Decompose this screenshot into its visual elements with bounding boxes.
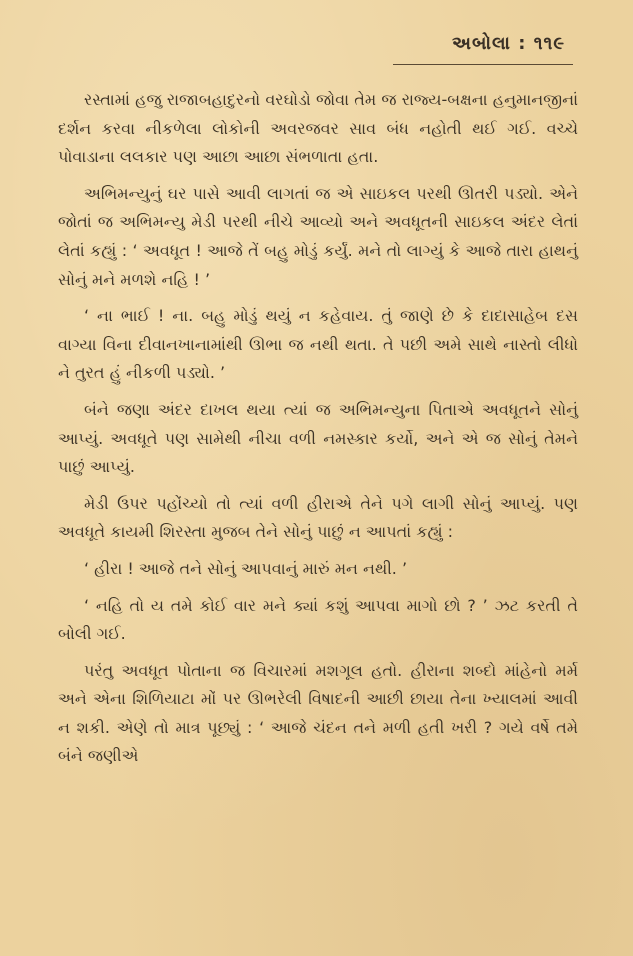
- paragraph-6: ‘ હીરા ! આજે તને સોનું આપવાનું મારું મન નથી. ’: [84, 558, 408, 578]
- body-text: [58, 86, 578, 779]
- header-rule: [393, 64, 573, 65]
- paragraph-5: મેડી ઉપર પહોંચ્યો તો ત્યાં વળી હીરાએ તેને પગે લાગી સોનું આપ્યું. પણ અવધૂતે કાયમી શિરસ્તા મુજબ તેને સોનું પાછું ન આપતાં કહ્યું :: [58, 493, 578, 542]
- paragraph-2: અભિમન્યુનું ઘર પાસે આવી લાગતાં જ એ સાઇકલ પરથી ઊતરી પડ્યો. એને જોતાં જ અભિમન્યુ મેડી પરથી નીચે આવ્યો અને અવધૂતની સાઇકલ અંદર લેતાં લેતાં કહ્યું : ‘ અવધૂત ! આજે તેં બહુ મોડું કર્યું. મને તો લાગ્યું કે આજે તારા હાથનું સોનું મને મળશે નહિ ! ’: [58, 183, 578, 289]
- paragraph-4: બંને જણા અંદર દાખલ થયા ત્યાં જ અભિમન્યુના પિતાએ અવધૂતને સોનું આપ્યું. અવધૂતે પણ સામેથી નીચા વળી નમસ્કાર કર્યો, અને એ જ સોનું તેમને પાછું આપ્યું.: [58, 399, 578, 477]
- paragraph-8: પરંતુ અવધૂત પોતાના જ વિચારમાં મશગૂલ હતો. હીરાના શબ્દો માંહેનો મર્મ અને એના શિળિયાટા મોં પર ઊભરેલી વિષાદની આછી છાયા તેના ખ્યાલમાં આવી ન શકી. એણે તો માત્ર પૂછ્યું : ‘ આજે ચંદન તને મળી હતી ખરી ? ગયે વર્ષે તમે બંને જણીએ: [58, 660, 578, 766]
- paragraph-7: ‘ નહિ તો ય તમે કોઈ વાર મને ક્યાં કશું આપવા માગો છો ? ’ ઝટ કરતી તે બોલી ગઈ.: [58, 595, 578, 644]
- paragraph-1: રસ્તામાં હજુ રાજાબહાદુરનો વરઘોડો જોવા તેમ જ રાજ્ય-બક્ષના હનુમાનજીનાં દર્શન કરવા નીકળેલા લોકોની અવરજવર સાવ બંધ નહોતી થઈ ગઈ. વચ્ચે પોવાડાના લલકાર પણ આછા આછા સંભળાતા હતા.: [58, 90, 578, 167]
- paragraph-3: ‘ ના ભાઈ ! ના. બહુ મોડું થયું ન કહેવાય. તું જાણે છે કે દાદાસાહેબ દસ વાગ્યા વિના દીવાનખાનામાંથી ઊભા જ નથી થતા. તે પછી અમે સાથે નાસ્તો લીધો ને તુરત હું નીકળી પડ્યો. ’: [58, 306, 578, 383]
- running-head: અબોલા : ૧૧૯: [452, 33, 565, 54]
